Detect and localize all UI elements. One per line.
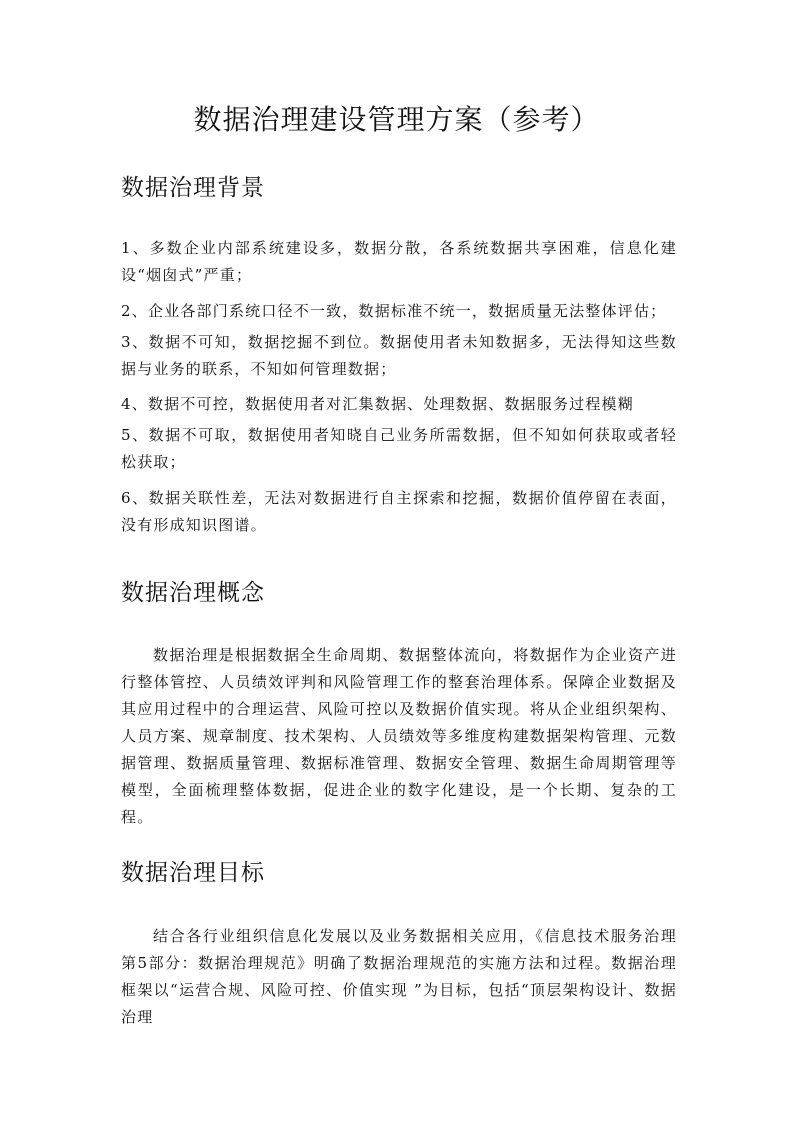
section-heading-background: 数据治理背景 xyxy=(121,175,265,201)
section-heading-concept: 数据治理概念 xyxy=(121,580,265,606)
document-title: 数据治理建设管理方案（参考） xyxy=(193,103,600,136)
section-heading-goal: 数据治理目标 xyxy=(121,860,265,886)
background-item-6: 6、数据关联性差，无法对数据进行自主探索和挖掘，数据价值停留在表面，没有形成知识图谱。 xyxy=(121,489,677,534)
background-item-1: 1、多数企业内部系统建设多，数据分散，各系统数据共享困难，信息化建设“烟囱式”严重； xyxy=(121,239,677,284)
background-item-5: 5、数据不可取，数据使用者知晓自己业务所需数据，但不知如何获取或者轻松获取； xyxy=(121,426,677,471)
goal-paragraph: 结合各行业组织信息化发展以及业务数据相关应用，《信息技术服务治理 第5部分：数据治理规范》明确了数据治理规范的实施方法和过程。数据治理框架以“运营合规、风险可控、价值实现 ”为目标，包括“顶层架构设计、数据治理 xyxy=(121,927,677,1026)
concept-paragraph: 数据治理是根据数据全生命周期、数据整体流向，将数据作为企业资产进行整体管控、人员绩效评判和风险管理工作的整套治理体系。保障企业数据及其应用过程中的合理运营、风险可控以及数据价值实现。将从企业组织架构、人员方案、规章制度、技术架构、人员绩效等多维度构建数据架构管理、元数据管理、数据质量管理、数据标准管理、数据安全管理、数据生命周期管理等模型，全面梳理整体数据，促进企业的数字化建设，是一个长期、复杂的工程。 xyxy=(121,646,677,826)
background-item-4: 4、数据不可控，数据使用者对汇集数据、处理数据、数据服务过程模糊 xyxy=(121,395,634,413)
background-item-3: 3、数据不可知，数据挖掘不到位。数据使用者未知数据多，无法得知这些数据与业务的联系，不知如何管理数据； xyxy=(121,333,677,378)
background-item-2: 2、企业各部门系统口径不一致，数据标准不统一，数据质量无法整体评估； xyxy=(121,302,667,320)
